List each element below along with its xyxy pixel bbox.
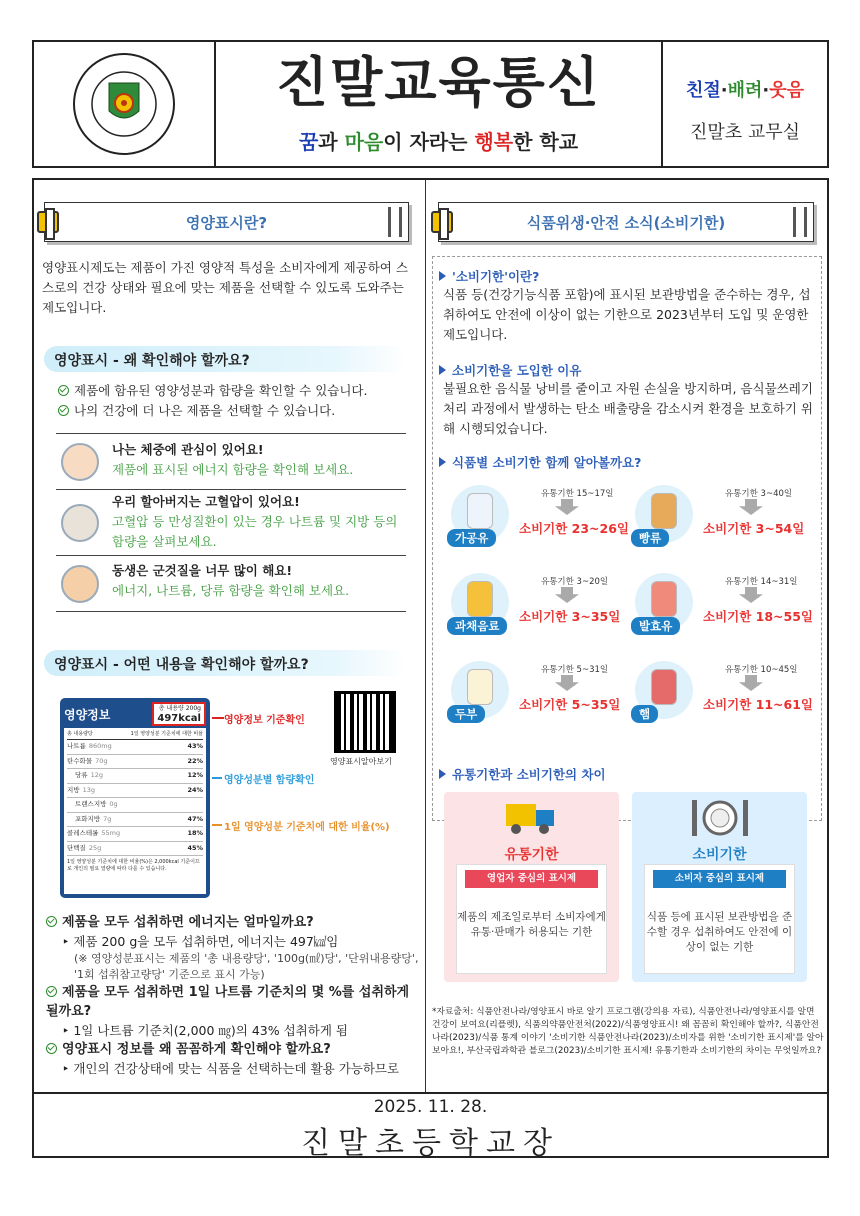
down-arrow-icon: [739, 675, 763, 691]
callout-content-check: 영양성분별 함량확인: [224, 775, 315, 786]
food-item: [445, 573, 630, 633]
label-row: [67, 842, 203, 857]
label-row-amount: 13g: [82, 785, 95, 794]
food-icon: [651, 493, 677, 529]
section-heading: [439, 361, 815, 379]
nutrition-banner-title: 영양표시란?: [185, 214, 268, 232]
case-text: [104, 556, 406, 611]
case-title: 동생은 군것질을 너무 많이 해요!: [112, 563, 293, 578]
issue-date: 2025. 11. 28.: [373, 1097, 488, 1117]
case-text: [104, 434, 406, 489]
label-row-percent: 47%: [187, 814, 203, 823]
food-safety-column: [426, 180, 829, 1092]
food-name: 발효유: [631, 617, 680, 635]
label-row-amount: 55mg: [101, 829, 121, 837]
avatar: [56, 434, 104, 489]
motto-consideration: 배려: [727, 80, 763, 101]
case-row-blood-pressure: [56, 490, 406, 556]
check-item-text: 나의 건강에 더 나은 제품을 선택할 수 있습니다.: [74, 403, 336, 418]
qa-answer-text: 제품 200 g을 모두 섭취하면, 에너지는 497㎉임: [73, 934, 339, 949]
nutrition-label: [60, 698, 210, 898]
label-subheader: [67, 730, 203, 740]
newsletter-title: 진말교육통신: [276, 51, 601, 114]
issuing-office: 진말초 교무실: [689, 122, 801, 143]
food-item: [629, 573, 814, 633]
triangle-bullet-icon: [439, 457, 446, 467]
qr-code[interactable]: [334, 691, 396, 753]
label-row: [67, 784, 203, 799]
label-kcal: 497kcal: [157, 713, 201, 724]
newsletter-header: [32, 40, 829, 168]
food-item: [445, 485, 630, 545]
callout-arrow-red: [212, 717, 224, 719]
case-text: [104, 490, 406, 555]
nutrition-column: [34, 180, 425, 1092]
down-arrow-icon: [739, 587, 763, 603]
title-block: [216, 42, 663, 166]
label-row-name: 나트륨: [67, 742, 86, 750]
food-sell-by: 유통기한 3~20일: [541, 577, 609, 587]
label-row-percent: 24%: [187, 785, 203, 794]
section-body: 불필요한 음식물 낭비를 줄이고 자원 손실을 방지하며, 음식물쓰레기 처리 과정에서 발생하는 탄소 배출량을 감소시켜 환경을 보호하기 위해 시행되었습니다.: [443, 381, 813, 436]
compare-title: 소비기한: [692, 847, 747, 863]
label-row-name: 트랜스지방: [75, 800, 107, 808]
child-avatar-icon: [61, 565, 99, 603]
food-use-by: 소비기한 5~35일: [519, 697, 621, 712]
school-emblem-icon: [69, 49, 179, 159]
label-row-name: 포화지방: [75, 814, 101, 823]
qa-note: (※ 영양성분표시는 제품의 '총 내용량당', '100g(㎖)당', '단위내용량당', '1회 섭취참고량당' 기준으로 표시 가능): [74, 952, 419, 981]
food-icon: [467, 669, 493, 705]
compare-card-sell-by: [444, 792, 619, 982]
label-row-name: 지방: [67, 785, 80, 794]
qa-question: [46, 913, 420, 932]
section-heading-text: 유통기한과 소비기한의 차이: [452, 767, 606, 782]
case-row-snacks: [56, 556, 406, 612]
label-table: [64, 728, 206, 894]
plate-cutlery-icon: [688, 796, 752, 840]
food-icon: [467, 581, 493, 617]
label-row-amount: 860mg: [88, 742, 112, 750]
food-icon: [651, 669, 677, 705]
section-body: 식품 등(건강기능식품 포함)에 표시된 보관방법을 준수하는 경우, 섭취하여도 안전에 이상이 없는 기한으로 2023년부터 도입 및 운영한 제도입니다.: [443, 287, 811, 342]
qa-question: [46, 1040, 420, 1059]
food-use-by: 소비기한 3~35일: [519, 609, 621, 624]
food-icon: [651, 581, 677, 617]
food-item: [629, 485, 814, 545]
section-reason: [439, 361, 815, 439]
down-arrow-icon: [739, 499, 763, 515]
section-heading: [439, 267, 815, 285]
label-row-percent: 43%: [187, 742, 203, 750]
triangle-bullet-icon: [439, 365, 446, 375]
qa-question-text: 제품을 모두 섭취하면 1일 나트륨 기준치의 몇 %를 섭취하게 될까요?: [46, 985, 410, 1019]
food-sell-by: 유통기한 15~17일: [541, 489, 614, 499]
food-name: 가공유: [447, 529, 496, 547]
label-row-percent: 12%: [187, 771, 203, 779]
check-circle-icon: [46, 986, 57, 997]
qa-answer: ‣ 1일 나트륨 기준치(2,000 ㎎)의 43% 섭취하게 됨: [62, 1023, 348, 1038]
principal-signature: 진말초등학교장: [301, 1126, 560, 1161]
check-circle-icon: [58, 405, 69, 416]
compare-tag: 소비자 중심의 표시제: [653, 870, 786, 888]
food-item: [445, 661, 630, 721]
section-heading-text: 소비기한을 도입한 이유: [452, 363, 582, 378]
label-row-amount: 12g: [90, 771, 103, 779]
motto-dot: ·: [720, 80, 728, 101]
compare-desc: 제품의 제조일로부터 소비자에게 유통·판매가 허용되는 기한: [457, 911, 606, 938]
why-check-heading: 영양표시 - 왜 확인해야 할까요?: [44, 346, 408, 372]
label-row-amount: 70g: [95, 756, 108, 765]
food-sell-by: 유통기한 14~31일: [725, 577, 798, 587]
section-heading: [439, 765, 606, 783]
qa-question-text: 영양표시 정보를 왜 꼼꼼하게 확인해야 할까요?: [62, 1042, 331, 1057]
motto-smile: 웃음: [769, 80, 805, 101]
food-use-by: 소비기한 11~61일: [703, 697, 813, 712]
case-row-weight: [56, 434, 406, 490]
food-name: 과채음료: [447, 617, 507, 635]
triangle-bullet-icon: [439, 271, 446, 281]
food-use-by: 소비기한 18~55일: [703, 609, 813, 624]
slogan-part: 이 자라는: [383, 130, 475, 154]
label-row-name: 탄수화물: [67, 756, 93, 765]
food-sell-by: 유통기한 5~31일: [541, 665, 609, 675]
label-row-name: 단백질: [67, 843, 86, 852]
section-heading: [439, 453, 641, 471]
banner-bars-icon: [793, 207, 807, 237]
down-arrow-icon: [555, 675, 579, 691]
qa-answer-text: 개인의 건강상태에 맞는 식품을 선택하는데 활용 가능하므로: [73, 1061, 400, 1076]
qa-question: [46, 983, 420, 1021]
label-sub-right: 1일 영양성분 기준치에 대한 비율: [130, 731, 203, 737]
qa-answer: ‣ 개인의 건강상태에 맞는 식품을 선택하는데 활용 가능하므로: [62, 1061, 400, 1076]
nutrition-qa: [46, 913, 420, 1078]
label-row: [67, 813, 203, 828]
school-motto-block: [663, 42, 827, 166]
case-desc: 에너지, 나트륨, 당류 함량을 확인해 보세요.: [112, 583, 350, 598]
food-use-by: 소비기한 3~54일: [703, 521, 805, 536]
check-circle-icon: [58, 385, 69, 396]
label-footnote: 1일 영양성분 기준치에 대한 비율(%)은 2,000kcal 기준이므로 개인의 필요 열량에 따라 다를 수 있습니다.: [67, 859, 200, 872]
case-title: 우리 할아버지는 고혈압이 있어요!: [112, 494, 300, 509]
nutrition-banner: [44, 202, 409, 242]
check-item: [58, 381, 418, 401]
section-heading-text: '소비기한'이란?: [452, 269, 540, 284]
down-arrow-icon: [555, 499, 579, 515]
qa-answer: ‣ 제품 200 g을 모두 섭취하면, 에너지는 497㎉임: [62, 934, 339, 949]
callout-arrow-blue: [212, 777, 222, 779]
label-row-amount: 7g: [103, 814, 112, 823]
label-row: [67, 798, 203, 813]
label-row-percent: 22%: [187, 756, 203, 765]
label-kcal-box: [152, 702, 206, 726]
check-item-text: 제품에 함유된 영양성분과 함량을 확인할 수 있습니다.: [74, 383, 368, 398]
qa-answer-text: 1일 나트륨 기준치(2,000 ㎎)의 43% 섭취하게 됨: [73, 1023, 348, 1038]
main-content: [32, 178, 829, 1094]
sources-note: *자료출처: 식품안전나라/영양표시 바로 알기 프로그램(강의용 자료), 식품안전나라/영양표시를 알면 건강이 보여요(리플렛), 식품의약품안전처(2022)/식품영양표시! 왜 꼼꼼히 확인해야 할까?, 식품안전나라(2023)/식품 통계 이야기 '소비기한 식품안전나라(2023)/소비자를 위한 '소비기한 표시제'를 알아보아요!, 부산국립과학관 블로그(2023)/소비기한 표시제! 유통기한과 소비기한의 차이는 무엇일까요?: [432, 1007, 824, 1056]
check-circle-icon: [46, 916, 57, 927]
school-motto: [663, 76, 827, 102]
slogan-word-heart: 마음: [344, 130, 384, 154]
section-definition: [439, 267, 815, 345]
food-name: 빵류: [631, 529, 669, 547]
label-row-amount: 25g: [88, 843, 102, 852]
compare-box: [644, 864, 795, 974]
food-safety-banner-title: 식품위생·안전 소식(소비기한): [526, 214, 726, 232]
label-row-percent: 18%: [187, 829, 203, 837]
truck-icon: [504, 798, 560, 838]
label-row-name: 콜레스테롤: [67, 829, 99, 837]
school-slogan: [216, 126, 661, 155]
qa-question-text: 제품을 모두 섭취하면 에너지는 얼마일까요?: [62, 915, 314, 930]
label-row-amount: 0g: [109, 800, 118, 808]
compare-card-use-by: [632, 792, 807, 982]
case-title: 나는 체중에 관심이 있어요!: [112, 442, 264, 457]
motto-kindness: 친절: [685, 80, 721, 101]
label-row-name: 당류: [75, 771, 88, 779]
nutrition-intro: 영양표시제도는 제품이 가진 영양적 특성을 소비자에게 제공하여 스스로의 건강 상태와 필요에 맞는 제품을 선택할 수 있도록 도와주는 제도입니다.: [42, 260, 408, 315]
what-check-heading: 영양표시 - 어떤 내용을 확인해야 할까요?: [44, 650, 408, 676]
label-rows: [67, 740, 203, 856]
callout-standard-check: 영양정보 기준확인: [224, 715, 305, 726]
down-arrow-icon: [555, 587, 579, 603]
food-name: 햄: [631, 705, 658, 723]
label-row: [67, 755, 203, 770]
label-sub-left: 총 내용량당: [67, 731, 93, 737]
slogan-part: 과: [318, 130, 345, 154]
check-circle-icon: [46, 1043, 57, 1054]
newsletter-footer: [32, 1092, 829, 1161]
food-sell-by: 유통기한 10~45일: [725, 665, 798, 675]
school-logo: [34, 42, 216, 166]
compare-box: [456, 864, 607, 974]
slogan-word-dream: 꿈: [298, 130, 319, 154]
callout-arrow-orange: [212, 824, 222, 826]
food-item: [629, 661, 814, 721]
label-total-amount: 총 내용량 200g: [158, 705, 201, 712]
qr-caption: 영양표시알아보기: [330, 757, 392, 766]
check-item: [58, 401, 418, 421]
triangle-bullet-icon: [439, 769, 446, 779]
motto-dot: ·: [762, 80, 770, 101]
slogan-part: 한 학교: [513, 130, 579, 154]
label-header: [64, 702, 206, 726]
banner-bars-icon: [388, 207, 402, 237]
food-sell-by: 유통기한 3~40일: [725, 489, 793, 499]
label-title: 영양정보: [64, 707, 111, 722]
food-safety-box: [432, 256, 822, 821]
label-row-percent: 45%: [187, 843, 203, 852]
compare-desc: 식품 등에 표시된 보관방법을 준수할 경우 섭취하여도 안전에 이상이 없는 기한: [646, 911, 793, 953]
food-safety-banner: [438, 202, 814, 242]
avatar: [56, 490, 104, 555]
grandfather-avatar-icon: [61, 504, 99, 542]
label-row: [67, 769, 203, 784]
compare-title: 유통기한: [504, 847, 559, 863]
callout-daily-ratio: 1일 영양성분 기준치에 대한 비율(%): [224, 822, 390, 833]
slogan-word-happy: 행복: [474, 130, 514, 154]
food-use-by: 소비기한 23~26일: [519, 521, 629, 536]
food-icon: [467, 493, 493, 529]
case-desc: 제품에 표시된 에너지 함량을 확인해 보세요.: [112, 462, 354, 477]
label-row: [67, 827, 203, 842]
avatar: [56, 556, 104, 611]
compare-tag: 영업자 중심의 표시제: [465, 870, 598, 888]
label-row: [67, 740, 203, 755]
why-check-list: [58, 381, 418, 421]
case-desc: 고혈압 등 만성질환이 있는 경우 나트륨 및 지방 등의 함량을 살펴보세요.: [112, 514, 398, 549]
food-name: 두부: [447, 705, 485, 723]
girl-avatar-icon: [61, 443, 99, 481]
section-heading-text: 식품별 소비기한 함께 알아볼까요?: [452, 455, 642, 470]
